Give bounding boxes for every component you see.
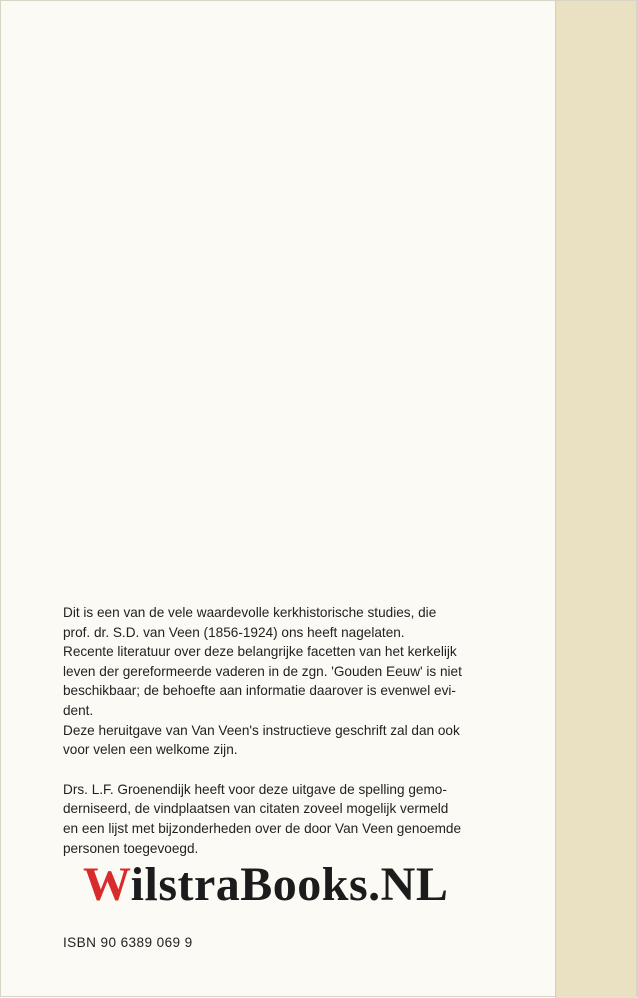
blurb-line: Dit is een van de vele waardevolle kerkhistorische studies, die: [63, 605, 437, 620]
blurb-line: derniseerd, de vindplaatsen van citaten zoveel mogelijk vermeld: [63, 801, 449, 817]
blurb-line: prof. dr. S.D. van Veen (1856-1924) ons heeft nagelaten.: [63, 624, 405, 640]
blurb-line: personen toegevoegd.: [63, 840, 199, 856]
isbn-number: ISBN 90 6389 069 9: [63, 935, 193, 950]
blurb-line: Deze heruitgave van Van Veen's instructieve geschrift zal dan ook: [63, 722, 460, 738]
watermark-logo: [83, 857, 448, 913]
blurb-line: en een lijst met bijzonderheden over de door Van Veen genoemde: [63, 820, 462, 836]
watermark-initial: W: [83, 858, 131, 911]
blurb-line: voor velen een welkome zijn.: [63, 742, 238, 758]
blurb-line: Recente literatuur over deze belangrijke facetten van het kerkelijk: [63, 644, 457, 660]
blurb-line: Drs. L.F. Groenendijk heeft voor deze uitgave de spelling gemo-: [63, 781, 447, 797]
book-spine-edge: [555, 1, 636, 998]
blurb-text: [63, 603, 533, 858]
blurb-line: leven der gereformeerde vaderen in de zgn. 'Gouden Eeuw' is niet: [63, 663, 462, 679]
blurb-line: beschikbaar; de behoefte aan informatie daarover is evenwel evi-: [63, 683, 456, 699]
blurb-line: dent.: [63, 702, 94, 718]
watermark-rest: ilstraBooks.NL: [130, 858, 449, 911]
